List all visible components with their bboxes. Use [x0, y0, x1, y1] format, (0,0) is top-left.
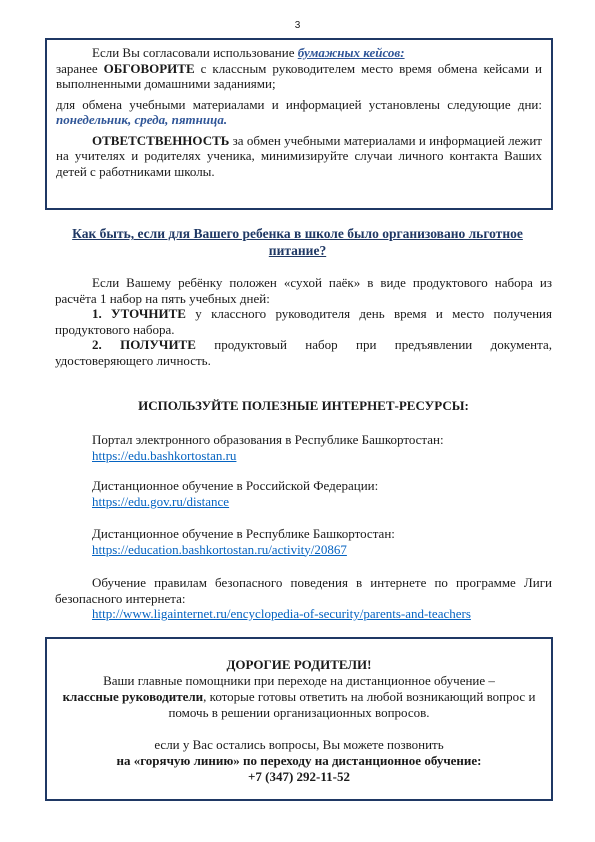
- responsibility-strong: ОТВЕТСТВЕННОСТЬ: [92, 132, 230, 148]
- discuss-paragraph: [56, 61, 542, 92]
- parents-line-2-rest: , которые готовы ответить на любой возникающий вопрос и помочь в решении организационных вопросов.: [168, 689, 536, 720]
- meal-heading: Как быть, если для Вашего ребенка в школе было организовано льготное питание?: [72, 226, 523, 258]
- responsibility-rest: за обмен учебными материалами и информацией лежит на учителях и родителях ученика, минимизируйте случаи личного контакта Ваших детей с работниками школы.: [56, 132, 542, 179]
- resource-link[interactable]: https://edu.bashkortostan.ru: [92, 447, 237, 463]
- resource-2: [55, 478, 552, 509]
- meal-item-2: [55, 337, 552, 368]
- resource-label: Обучение правилам безопасного поведения в интернете по программе Лиги безопасного интернета:: [55, 575, 552, 606]
- paper-cases-intro-text: Если Вы согласовали использование: [92, 45, 298, 60]
- meal-item-1-rest: у классного руководителя день время и место получения продуктового набора.: [55, 306, 552, 337]
- discuss-rest: с классным руководителем место время обмена кейсами и выполненными домашними заданиями;: [56, 60, 542, 91]
- resource-label: Дистанционное обучение в Российской Федерации:: [92, 478, 379, 493]
- discuss-prefix: заранее: [56, 60, 104, 76]
- responsibility-paragraph: [56, 133, 542, 180]
- class-teachers-strong: классные руководители: [62, 689, 204, 704]
- meal-item-1-strong: 1. УТОЧНИТЕ: [92, 306, 186, 321]
- exchange-days: понедельник, среда, пятница.: [56, 112, 228, 127]
- parents-line-2: [57, 689, 541, 721]
- meal-item-2-strong: 2. ПОЛУЧИТЕ: [92, 337, 196, 352]
- discuss-strong: ОБГОВОРИТЕ: [103, 60, 195, 76]
- paper-cases-highlight: бумажных кейсов:: [297, 45, 405, 60]
- page-number: 3: [294, 20, 301, 31]
- parents-line-1: Ваши главные помощники при переходе на дистанционное обучение –: [103, 673, 495, 688]
- resource-3: [55, 526, 552, 557]
- hotline-phone[interactable]: +7 (347) 292-11-52: [247, 769, 350, 784]
- parents-line-3: если у Вас остались вопросы, Вы можете позвонить: [154, 737, 444, 752]
- resource-label: Портал электронного образования в Республике Башкортостан:: [92, 432, 444, 447]
- paper-cases-intro: [56, 45, 542, 61]
- parents-box: [45, 637, 553, 801]
- paper-cases-box: [45, 38, 553, 210]
- exchange-days-paragraph: [56, 97, 542, 128]
- hotline-line: на «горячую линию» по переходу на дистанционное обучение:: [116, 753, 482, 768]
- resource-link[interactable]: http://www.ligainternet.ru/encyclopedia-of-security/parents-and-teachers: [92, 606, 471, 621]
- resources-title: ИСПОЛЬЗУЙТЕ ПОЛЕЗНЫЕ ИНТЕРНЕТ-РЕСУРСЫ:: [138, 398, 469, 413]
- resource-label: Дистанционное обучение в Республике Башкортостан:: [92, 526, 395, 541]
- resource-4: [55, 575, 552, 622]
- resource-1: [55, 432, 552, 463]
- meal-item-1: [55, 306, 552, 337]
- resource-link[interactable]: https://edu.gov.ru/distance: [92, 493, 230, 509]
- exchange-days-text: для обмена учебными материалами и информацией установлены следующие дни:: [56, 96, 542, 112]
- meal-item-2-rest: продуктовый набор при предъявлении документа, удостоверяющего личность.: [55, 337, 552, 368]
- meal-section: [55, 275, 552, 368]
- resource-link[interactable]: https://education.bashkortostan.ru/activity/20867: [92, 541, 347, 557]
- meal-intro: Если Вашему ребёнку положен «сухой паёк» в виде продуктового набора из расчёта 1 набор на пять учебных дней:: [55, 275, 552, 306]
- parents-title: ДОРОГИЕ РОДИТЕЛИ!: [226, 657, 372, 672]
